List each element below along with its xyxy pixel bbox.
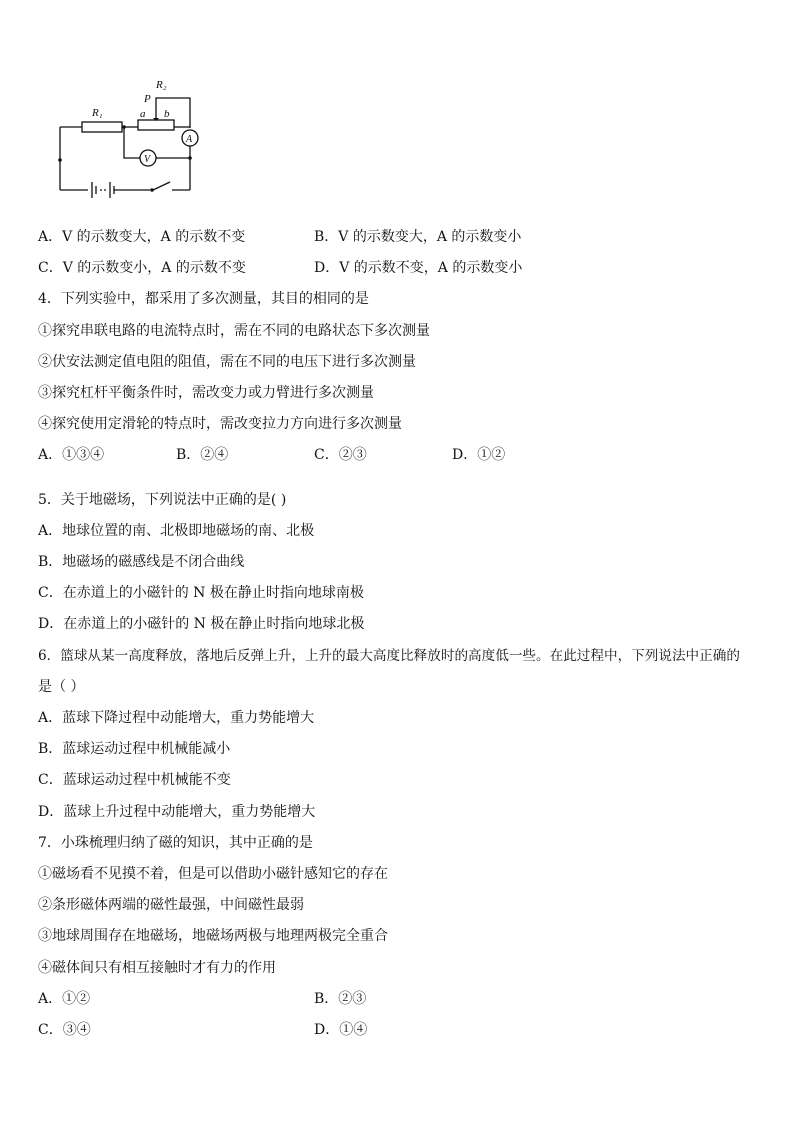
q7-option-b: B．②③ xyxy=(314,991,367,1007)
q7-option-d: D．①④ xyxy=(314,1022,368,1038)
q6-stem-line2: 是（ ） xyxy=(38,679,85,695)
q7-item-2: ②条形磁体两端的磁性最强，中间磁性最弱 xyxy=(38,897,304,913)
label-b: b xyxy=(164,108,170,120)
q6-option-c: C．蓝球运动过程中机械能不变 xyxy=(38,772,231,788)
q7-item-3: ③地球周围存在地磁场，地磁场两极与地理两极完全重合 xyxy=(38,928,388,944)
voltmeter-label: V xyxy=(144,154,151,165)
q4-stem: 4．下列实验中，都采用了多次测量，其目的相同的是 xyxy=(38,291,369,307)
q6-option-b: B．蓝球运动过程中机械能减小 xyxy=(38,741,231,757)
q6-stem-line1: 6．篮球从某一高度释放，落地后反弹上升，上升的最大高度比释放时的高度低一些。在此过程中，下列说法中正确的 xyxy=(38,648,740,664)
q3-option-a: A．V 的示数变大，A 的示数不变 xyxy=(38,229,246,245)
q3-option-d: D．V 的示数不变，A 的示数变小 xyxy=(314,260,523,276)
q4-option-a: A．①③④ xyxy=(38,447,105,463)
q7-item-1: ①磁场看不见摸不着，但是可以借助小磁针感知它的存在 xyxy=(38,866,388,882)
q4-item-1: ①探究串联电路的电流特点时，需在不同的电路状态下多次测量 xyxy=(38,323,430,339)
q4-item-4: ④探究使用定滑轮的特点时，需改变拉力方向进行多次测量 xyxy=(38,416,402,432)
q5-option-b: B．地磁场的磁感线是不闭合曲线 xyxy=(38,554,245,570)
q5-option-c: C．在赤道上的小磁针的 N 极在静止时指向地球南极 xyxy=(38,585,364,601)
q4-item-2: ②伏安法测定值电阻的阻值，需在不同的电压下进行多次测量 xyxy=(38,354,416,370)
rheostat-r2 xyxy=(138,120,174,130)
ammeter-label: A xyxy=(186,134,193,145)
resistor-r1 xyxy=(82,122,122,132)
q4-option-b: B．②④ xyxy=(176,447,229,463)
q4-item-3: ③探究杠杆平衡条件时，需改变力或力臂进行多次测量 xyxy=(38,385,374,401)
label-r2: R₂ xyxy=(156,79,167,91)
q3-option-c: C．V 的示数变小，A 的示数不变 xyxy=(38,260,246,276)
q5-option-d: D．在赤道上的小磁针的 N 极在静止时指向地球北极 xyxy=(38,616,365,632)
label-a: a xyxy=(140,108,146,120)
label-r1: R₁ xyxy=(92,107,103,119)
q7-option-c: C．③④ xyxy=(38,1022,91,1038)
label-p: P xyxy=(144,93,151,105)
q6-option-a: A．蓝球下降过程中动能增大，重力势能增大 xyxy=(38,710,315,726)
switch xyxy=(153,182,170,190)
circuit-diagram xyxy=(52,72,212,200)
q6-option-d: D．蓝球上升过程中动能增大，重力势能增大 xyxy=(38,804,316,820)
q3-option-b: B．V 的示数变大，A 的示数变小 xyxy=(314,229,522,245)
q5-option-a: A．地球位置的南、北极即地磁场的南、北极 xyxy=(38,523,315,539)
q4-option-d: D．①② xyxy=(452,447,506,463)
q7-option-a: A．①② xyxy=(38,991,91,1007)
q7-item-4: ④磁体间只有相互接触时才有力的作用 xyxy=(38,960,276,976)
q5-stem: 5．关于地磁场，下列说法中正确的是( ) xyxy=(38,492,287,508)
q4-option-c: C．②③ xyxy=(314,447,367,463)
q7-stem: 7．小珠梳理归纳了磁的知识，其中正确的是 xyxy=(38,835,313,851)
